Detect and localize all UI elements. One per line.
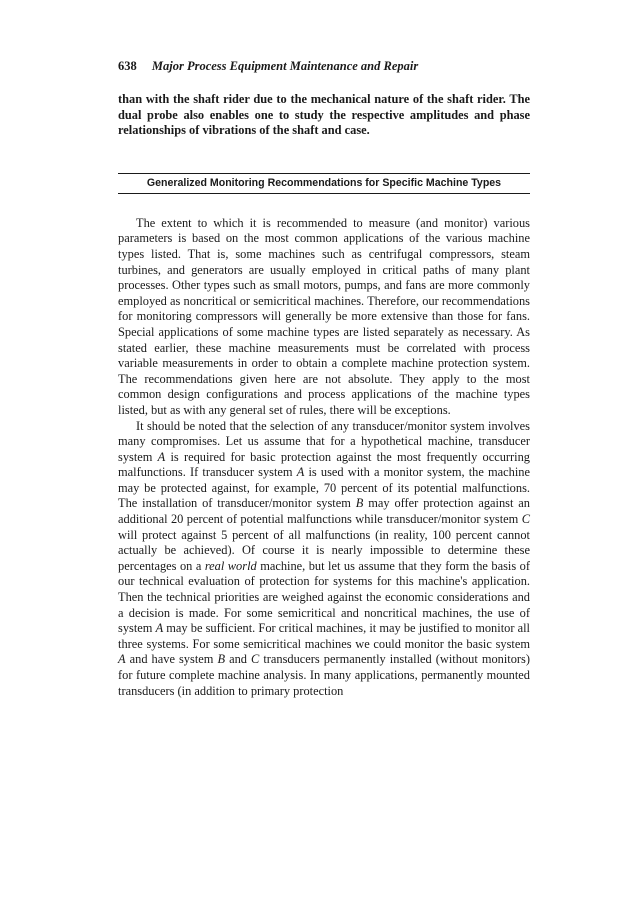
system-label: B: [355, 496, 364, 511]
text-run: and: [225, 652, 252, 667]
text-run: transducers permanently installed (without monitors) for future complete machine analysis. In many applications, permanently mounted transducers (in addition to primary protection: [118, 652, 530, 698]
text-run: is required for basic protection against the most frequently occurring malfunctions. If transducer system: [118, 449, 530, 480]
page-number: 638: [118, 59, 137, 73]
text-run: and have system: [125, 652, 218, 667]
body-paragraph-1: The extent to which it is recommended to measure (and monitor) various parameters is based on the most common applications of the various machine types listed. That is, some machines such as centrifugal compressors, steam turbines, and generators are usually employed in critical paths of many plant processes. Other types such as small motors, pumps, and fans are more commonly employed as noncritical or semicritical machines. Therefore, our recommendations for monitoring compressors will generally be more extensive than those for fans. Special applications of some machine types are listed separately as necessary. As stated earlier, these machine measurements must be correlated with process variable measurements in order to obtain a complete machine protection system. The recommendations given here are not absolute. They apply to the most common design configurations and process applications of the machine types listed, but as with any general set of rules, there will be exceptions.: [118, 215, 530, 417]
running-head: [118, 58, 530, 74]
system-label: C: [251, 652, 260, 667]
system-label: A: [155, 621, 164, 636]
section-heading: Generalized Monitoring Recommendations for Specific Machine Types: [118, 173, 530, 194]
system-label: C: [521, 512, 530, 527]
system-label: A: [118, 652, 126, 667]
text-run: is used with a monitor system, the machine may be protected against, for example, 70 percent of its potential malfunctions. The installation of transducer/monitor system: [118, 465, 530, 511]
system-label: A: [157, 449, 166, 464]
running-title: Major Process Equipment Maintenance and Repair: [151, 59, 419, 73]
text-run: It should be noted that the selection of any transducer/monitor system involves many compromises. Let us assume that for a hypothetical machine, transducer system: [118, 418, 530, 464]
text-run: will protect against 5 percent of all malfunctions (in reality, 100 percent cannot actually be achieved). Of course it is nearly impossible to determine these percentages on a: [118, 527, 530, 573]
text-run: may be sufficient. For critical machines, it may be justified to monitor all three systems. For some semicritical machines we could monitor the basic system: [118, 621, 530, 651]
system-label: B: [217, 652, 226, 667]
text-run: may offer protection against an additional 20 percent of potential malfunctions while transducer/monitor system: [118, 496, 530, 527]
intro-paragraph: than with the shaft rider due to the mechanical nature of the shaft rider. The dual probe also enables one to study the respective amplitudes and phase relationships of vibrations of the shaft and case.: [118, 92, 530, 138]
system-label: A: [296, 465, 305, 480]
text-run: machine, but let us assume that they form the basis of our technical evaluation of protection for systems for this machine's application. Then the technical priorities are weighed against the economic considerations and a decision is made. For some semicritical and noncritical machines, the use of system: [118, 558, 530, 636]
emphasis-text: real world: [204, 558, 257, 573]
document-page: [118, 58, 530, 699]
body-paragraph-2: [118, 419, 530, 700]
